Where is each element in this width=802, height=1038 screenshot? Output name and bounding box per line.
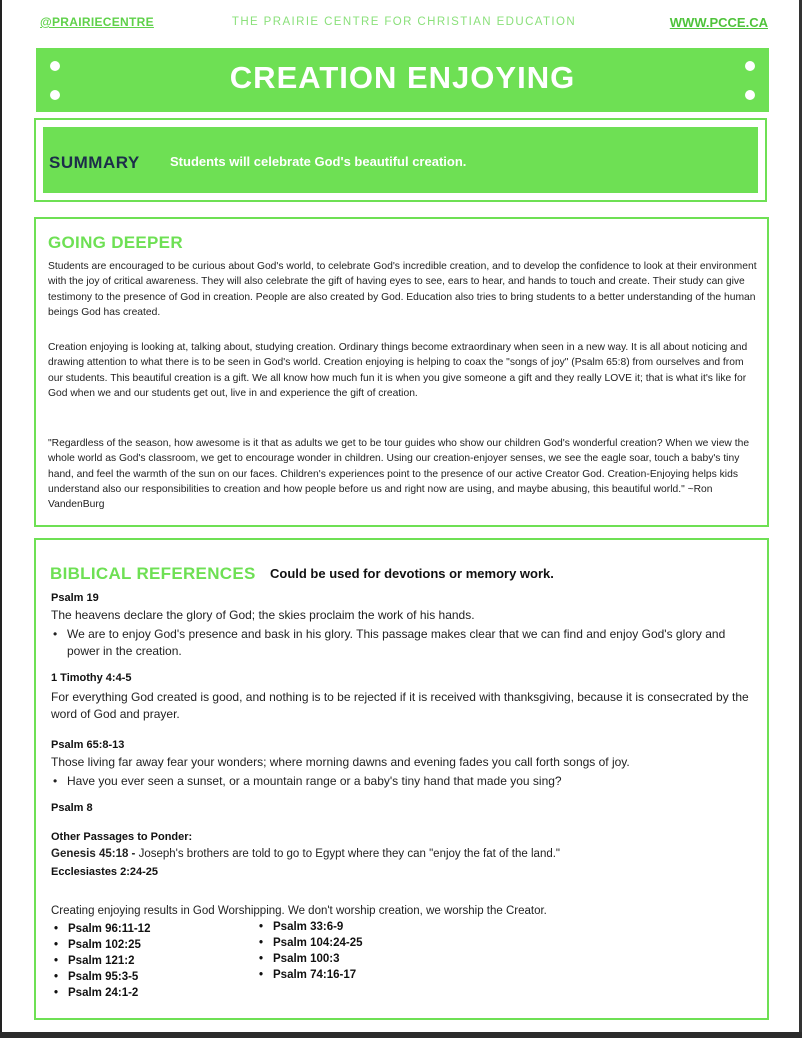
list-item: • Psalm 104:24-25 xyxy=(256,935,363,951)
summary-box xyxy=(34,118,767,202)
psalm-list-right xyxy=(256,919,363,983)
reference-psalm-8: Psalm 8 xyxy=(51,802,93,814)
deeper-paragraph-1: Students are encouraged to be curious about God's world, to celebrate God's incredible creation, and to develop the confidence to look at their environment with the joy of critical awareness. They will also celebrate the gift of having eyes to see, ears to hear, and hands to touch and create. Their study can give testimony to the presence of God in creation. People are also created by God. Education also tries to bring students to a better understanding of the human beings God has created. xyxy=(48,261,757,318)
reference-bullet: • We are to enjoy God's presence and bask in his glory. This passage makes clear that we can find and enjoy God's glory and power in the creation. xyxy=(51,626,751,660)
summary-panel xyxy=(43,127,758,193)
reference-text: The heavens declare the glory of God; the skies proclaim the work of his hands. xyxy=(51,608,475,622)
genesis-text: Joseph's brothers are told to go to Egypt where they can "enjoy the fat of the land." xyxy=(135,848,561,860)
organization-name: THE PRAIRIE CENTRE FOR CHRISTIAN EDUCATION xyxy=(231,16,577,28)
list-item: • Psalm 33:6-9 xyxy=(256,919,363,935)
deeper-paragraph-2: Creation enjoying is looking at, talking about, studying creation. Ordinary things become extraordinary when seen in a new way. It is all about noticing and drawing attention to what there is to be seen in God's world. Creation enjoying is helping to coax the "songs of joy" (Psalm 65:8) from ourselves and from our students. This beautiful creation is a gift. We all know how much fun it is when you give someone a gift and they really LOVE it; that is what it's like for God when we and our students get out, live in and experience the gift of creation. xyxy=(48,342,748,399)
genesis-ref: Genesis 45:18 - xyxy=(51,848,136,860)
list-item: • Psalm 96:11-12 xyxy=(51,921,150,937)
other-passages-heading: Other Passages to Ponder: xyxy=(51,831,193,843)
reference-text: Those living far away fear your wonders; where morning dawns and evening fades you call forth songs of joy. xyxy=(51,755,630,769)
list-item: • Psalm 102:25 xyxy=(51,937,150,953)
reference-psalm-19: Psalm 19 xyxy=(51,592,99,604)
page-title: CREATION ENJOYING xyxy=(229,60,576,95)
summary-text: Students will celebrate God's beautiful creation. xyxy=(170,154,467,169)
reference-text: For everything God created is good, and nothing is to be rejected if it is received with thanksgiving, because it is consecrated by the word of God and prayer. xyxy=(51,690,749,721)
closing-text: Creating enjoying results in God Worshipping. We don't worship creation, we worship the Creator. xyxy=(51,905,547,917)
social-handle-link[interactable]: @PRAIRIECENTRE xyxy=(40,15,154,29)
list-item: • Psalm 74:16-17 xyxy=(256,967,363,983)
list-item: • Psalm 24:1-2 xyxy=(51,985,150,1001)
list-item: • Psalm 95:3-5 xyxy=(51,969,150,985)
deeper-paragraph-3: "Regardless of the season, how awesome is it that as adults we get to be tour guides who show our children God's wonderful creation? When we view the whole world as God's classroom, we get to encourage wonder in children. Using our creation-enjoyer senses, we see the eagle soar, touch a baby's tiny hand, and feel the warmth of the sun on our faces. Children's experiences point to the presence of our active Creator God. Creation-Enjoying helps kids understand also our responsibilities to creation and how people before us and right now are using, and maybe abusing, this beautiful world." ~Ron VandenBurg xyxy=(48,438,750,511)
reference-timothy: 1 Timothy 4:4-5 xyxy=(51,672,132,684)
reference-psalm-65: Psalm 65:8-13 xyxy=(51,739,125,751)
list-item: • Psalm 121:2 xyxy=(51,953,150,969)
title-banner xyxy=(36,48,769,112)
going-deeper-section xyxy=(34,217,769,527)
page-edge-left xyxy=(0,0,2,1038)
reference-bullet: • Have you ever seen a sunset, or a mountain range or a baby's tiny hand that made you sing? xyxy=(51,773,751,790)
ecclesiastes-reference: Ecclesiastes 2:24-25 xyxy=(51,866,159,878)
biblical-references-section xyxy=(34,538,769,1020)
website-link[interactable]: WWW.PCCE.CA xyxy=(669,15,768,30)
genesis-reference xyxy=(51,846,756,863)
summary-label: SUMMARY xyxy=(49,153,140,172)
going-deeper-heading: GOING DEEPER xyxy=(48,233,183,252)
psalm-list-left xyxy=(51,921,150,1001)
page-edge-bottom xyxy=(0,1032,802,1038)
page-header xyxy=(40,15,768,33)
biblical-heading: BIBLICAL REFERENCES xyxy=(50,564,256,583)
list-item: • Psalm 100:3 xyxy=(256,951,363,967)
biblical-subheading: Could be used for devotions or memory work. xyxy=(270,566,554,581)
